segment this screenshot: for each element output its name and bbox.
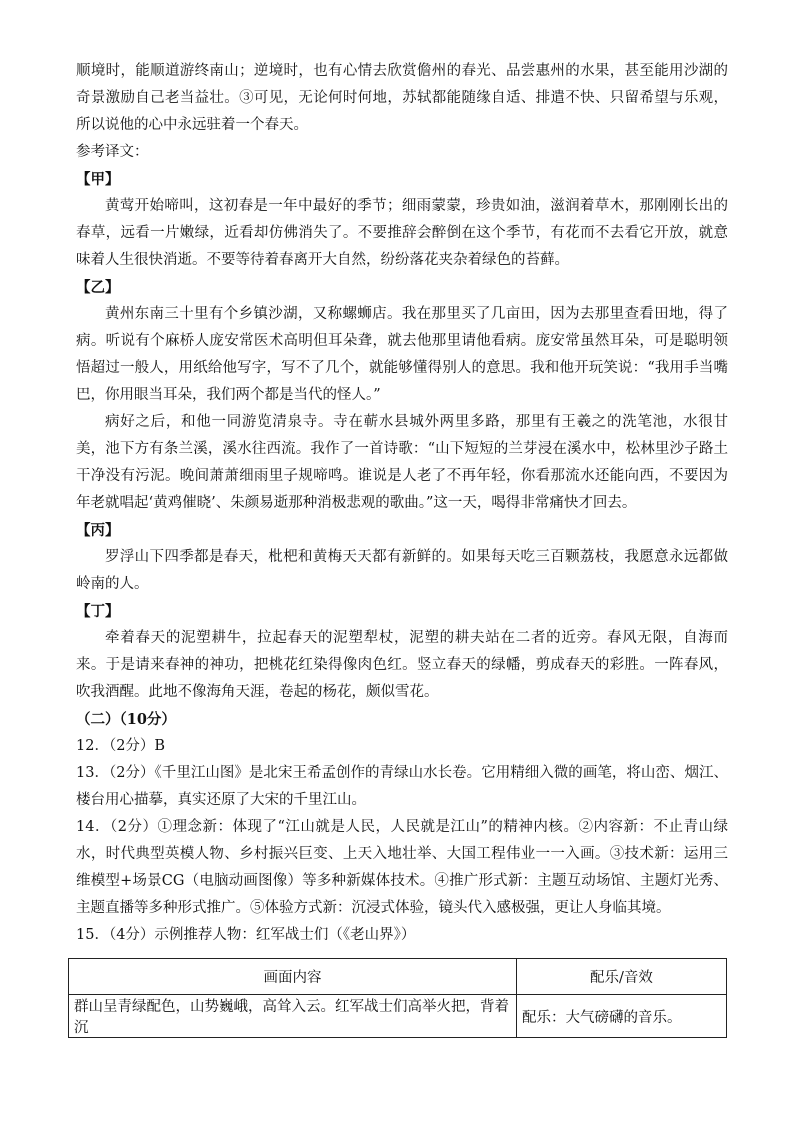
intro-paragraph: 顺境时，能顺道游终南山；逆境时，也有心情去欣赏儋州的春光、品尝惠州的水果，甚至能用沙湖的奇景激励自己老当益壮。③可见，无论何时何地，苏轼都能随缘自适、排遣不快、只留希望与乐观，所以说他的心中永远驻着一个春天。 <box>76 63 728 133</box>
section-bing-paragraph: 罗浮山下四季都是春天，枇杷和黄梅天天都有新鲜的。如果每天吃三百颗荔枝，我愿意永远都做岭南的人。 <box>76 549 728 592</box>
section-yi-paragraph-2: 病好之后，和他一同游览清泉寺。寺在蕲水县城外两里多路，那里有王羲之的洗笔池，水很甘美，池下方有条兰溪，溪水往西流。我作了一首诗歌：“山下短短的兰芽浸在溪水中，松林里沙子路土干净没有污泥。晚间萧萧细雨里子规啼鸣。谁说是人老了不再年轻，你看那流水还能向西，不要因为年老就唱起‘黄鸡催晓’、朱颜易逝那种消极悲观的歌曲。”这一天，喝得非常痛快才回去。 <box>76 414 728 511</box>
table-header-scene: 画面内容 <box>69 959 517 995</box>
document-page <box>76 58 728 949</box>
answer-13: 13．（2分）《千里江山图》是北宋王希孟创作的青绿山水长卷。它用精细入微的画笔，将山峦、烟江、楼台用心描摹，真实还原了大宋的千里江山。 <box>76 765 728 808</box>
section-jia-paragraph: 黄莺开始啼叫，这初春是一年中最好的季节；细雨蒙蒙，珍贵如油，滋润着草木，那刚刚长出的春草，远看一片嫩绿，近看却仿佛消失了。不要推辞会醉倒在这个季节，有花而不去看它开放，就意味着人生很快消逝。不要等待着春离开大自然，纷纷落花夹杂着绿色的苔藓。 <box>76 198 728 268</box>
reference-translation-label: 参考译文： <box>76 144 149 160</box>
table-row <box>69 995 727 1038</box>
section-yi-paragraph-1: 黄州东南三十里有个乡镇沙湖，又称螺蛳店。我在那里买了几亩田，因为去那里查看田地，得了病。听说有个麻桥人庞安常医术高明但耳朵聋，就去他那里请他看病。庞安常虽然耳朵，可是聪明领悟超过一般人，用纸给他写字，写不了几个，就能够懂得别人的意思。我和他开玩笑说：“我用手当嘴巴，你用眼当耳朵，我们两个都是当代的怪人。” <box>76 306 728 403</box>
section-bing-heading: 【丙】 <box>76 522 120 539</box>
table-cell-scene: 群山呈青绿配色，山势巍峨，高耸入云。红军战士们高举火把，背着沉 <box>69 995 517 1038</box>
answer-12: 12．（2分）B <box>76 738 166 754</box>
table-cell-music: 配乐：大气磅礴的音乐。 <box>517 995 727 1038</box>
answer-15: 15．（4分）示例推荐人物：红军战士们（《老山界》） <box>76 927 416 943</box>
table-header-music: 配乐/音效 <box>517 959 727 995</box>
part-two-heading: （二）（10分） <box>76 711 176 728</box>
recommendation-table <box>68 958 727 1038</box>
table-header-row <box>69 959 727 995</box>
section-jia-heading: 【甲】 <box>76 171 120 188</box>
section-ding-paragraph: 牵着春天的泥塑耕牛，拉起春天的泥塑犁杖，泥塑的耕夫站在二者的近旁。春风无限，自海而来。于是请来春神的神功，把桃花红染得像肉色红。竖立春天的绿幡，剪成春天的彩胜。一阵春风，吹我酒醒。此地不像海角天涯，卷起的杨花，颇似雪花。 <box>76 630 728 700</box>
section-ding-heading: 【丁】 <box>76 603 120 620</box>
section-yi-heading: 【乙】 <box>76 279 120 296</box>
answer-14: 14．（2分）①理念新：体现了“江山就是人民，人民就是江山”的精神内核。②内容新：不止青山绿水，时代典型英模人物、乡村振兴巨变、上天入地壮举、大国工程伟业一一入画。③技术新：运用三维模型+场景CG（电脑动画图像）等多种新媒体技术。④推广形式新：主题互动场馆、主题灯光秀、主题直播等多种形式推广。⑤体验方式新：沉浸式体验，镜头代入感极强，更让人身临其境。 <box>76 819 728 916</box>
